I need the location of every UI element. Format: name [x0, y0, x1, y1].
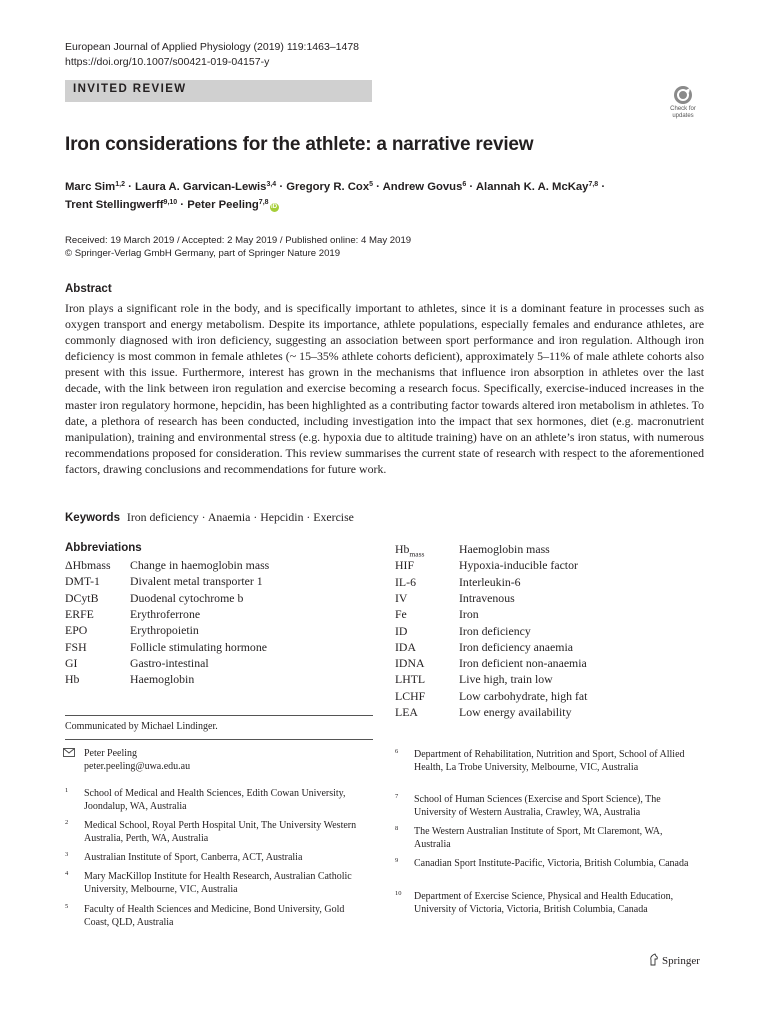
abstract-text: Iron plays a significant role in the body, and is specifically important to athletes, since it is a dominant feature in processes such as oxygen transport and energy metabolism. Despite its importance, athlete populations, especially females and endurance athletes, are commonly diagnosed with iron deficiency, suggesting an association between sport performance and iron regulation. Although iron deficiency is most common in female athletes (~ 15–35% athlete cohorts deficient), approximately 5–11% of male athlete cohorts also present with this issue. Furthermore, interest has grown in the mechanisms that influence iron absorption in athletes over the last decade, with the link between iron regulation and exercise becoming a research focus. Specifically, exercise-induced increases in the master iron regulatory hormone, hepcidin, has been highlighted as a contributing factor towards altered iron metabolism in athletes. To date, a plethora of research has been conducted, including investigation into the impact that sex hormones, diet (e.g. macronutrient manipulation), training and environmental stress (e.g. hypoxia due to altitude training) have on an athlete’s iron status, with numerous recommendations proposed for consideration. This review summarises the current state of research with respect to the aforementioned factors, drawing conclusions and recommendations for future work.: [65, 301, 704, 476]
check-updates-icon: [664, 84, 702, 108]
keywords-text: Iron deficiency · Anaemia · Hepcidin · Exercise: [126, 510, 354, 524]
abstract-heading: Abstract: [65, 283, 112, 295]
springer-horse-icon: [648, 953, 660, 966]
article-title: Iron considerations for the athlete: a narrative review: [65, 134, 534, 155]
copyright-line: © Springer-Verlag GmbH Germany, part of Springer Nature 2019: [65, 248, 341, 259]
author-0[interactable]: Marc Sim$^{1,2}$: [65, 181, 125, 193]
author-2[interactable]: Gregory R. Cox$^5$: [286, 181, 374, 193]
check-for-updates-badge[interactable]: [664, 84, 702, 122]
check-updates-label: Check for updates: [670, 106, 696, 119]
communicated-by: Communicated by Michael Lindinger.: [65, 721, 218, 732]
dates-line: Received: 19 March 2019 / Accepted: 2 May 2019 / Published online: 4 May 2019: [65, 235, 412, 246]
journal-citation: European Journal of Applied Physiology (2019) 119:1463–1478: [65, 41, 360, 53]
corresponding-author-name: Peter Peeling: [84, 748, 138, 759]
author-6[interactable]: Peter Peeling$^{7,8}$: [187, 199, 269, 211]
footnote-rule: [65, 715, 373, 716]
author-1[interactable]: Laura A. Garvican-Lewis$^{3,4}$: [135, 181, 277, 193]
footnote-rule: [65, 739, 373, 740]
author-5[interactable]: Trent Stellingwerff$^{9,10}$: [65, 199, 178, 211]
author-list: Marc Sim$^{1,2}$ · Laura A. Garvican-Lewis$^{3,4}$ · Gregory R. Cox$^5$ · Andrew Govus$^6$ · Alannah K. A. McKay$^{7,8}$ · Trent Stellingwerff$^{9,10}$ · Peter Peeling$^{7,8}$iD: [65, 181, 606, 211]
journal-header: [65, 40, 359, 70]
orcid-icon[interactable]: iD: [271, 204, 278, 210]
publisher-name: Springer: [662, 955, 700, 967]
article-type-banner: [65, 80, 372, 102]
corresponding-author-email[interactable]: peter.peeling@uwa.edu.au: [84, 761, 191, 772]
article-type-label: INVITED REVIEW: [73, 83, 187, 95]
abbreviations-heading: Abbreviations: [65, 542, 142, 554]
author-3[interactable]: Andrew Govus$^6$: [382, 181, 467, 193]
publication-dates: [65, 234, 411, 260]
doi-link[interactable]: https://doi.org/10.1007/s00421-019-04157-y: [65, 56, 270, 68]
keywords-label: Keywords: [65, 512, 120, 524]
publisher-logo: [648, 953, 700, 967]
author-4[interactable]: Alannah K. A. McKay$^{7,8}$: [475, 181, 599, 193]
envelope-icon: [63, 748, 75, 757]
keywords: [65, 510, 354, 525]
